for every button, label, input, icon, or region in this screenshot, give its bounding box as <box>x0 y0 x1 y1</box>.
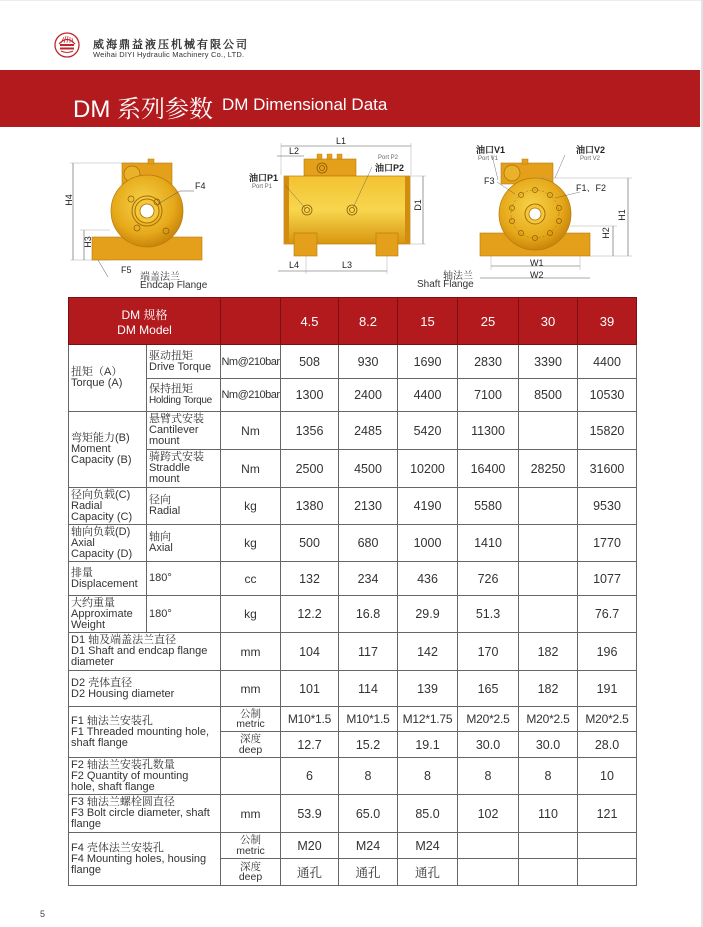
shaft-caption-en: Shaft Flange <box>417 279 474 290</box>
table-row: D1 轴及端盖法兰直径 D1 Shaft and endcap flange diameter mm 104 117 142 170 182 196 <box>69 633 637 671</box>
dim-label-w2: W2 <box>530 270 544 280</box>
port-p1-label-en: Port P1 <box>252 184 273 190</box>
table-row: 骑跨式安装 Straddle mount Nm 2500 4500 10200 16400 28250 31600 <box>69 450 637 488</box>
d2-label: D2 壳体直径 D2 Housing diameter <box>69 671 221 707</box>
holding-torque-label: 保持扭矩 Holding Torque <box>147 379 221 412</box>
model-4-5: 4.5 <box>281 298 339 345</box>
page-title-en: DM Dimensional Data <box>222 95 388 114</box>
table-row: 弯矩能力(B) Moment Capacity (B) 悬臂式安装 Cantilever mount Nm 1356 2485 5420 11300 15820 <box>69 412 637 450</box>
drive-torque-label: 驱动扭矩 Drive Torque <box>147 345 221 379</box>
page-top-edge <box>0 0 703 1</box>
dim-label-f5: F5 <box>121 265 132 275</box>
radial-sub-label: 径向 Radial <box>147 488 221 525</box>
model-39: 39 <box>578 298 637 345</box>
table-row: 径向负载(C) Radial Capacity (C) 径向 Radial kg 1380 2130 4190 5580 9530 <box>69 488 637 525</box>
unit-header <box>221 298 281 345</box>
port-v2-label-en: Port V2 <box>580 156 601 162</box>
axial-sub-label: 轴向 Axial <box>147 525 221 562</box>
page-number: 5 <box>40 909 46 919</box>
f2-label: F2 轴法兰安装孔数量 F2 Quantity of mounting hole, shaft flange <box>69 758 221 795</box>
endcap-caption-en: Endcap Flange <box>140 280 208 291</box>
port-p2-label-en: Port P2 <box>378 155 399 161</box>
model-25: 25 <box>458 298 519 345</box>
axial-group-label: 轴向负载(D) Axial Capacity (D) <box>69 525 147 562</box>
table-row: F4 壳体法兰安装孔 F4 Mounting holes, housing flange 公制 metric M20 M24 M24 <box>69 833 637 859</box>
dim-label-l4: L4 <box>289 260 300 270</box>
dim-label-f3: F3 <box>484 176 495 186</box>
endcap-caption-cn: 端盖法兰 <box>140 272 180 283</box>
table-row: 深度 deep 通孔 通孔 通孔 <box>69 859 637 886</box>
model-8-2: 8.2 <box>339 298 398 345</box>
table-row: 大约重量 Approximate Weight 180° kg 12.2 16.8 29.9 51.3 76.7 <box>69 596 637 633</box>
dim-label-f1-f2: F1、F2 <box>576 183 607 193</box>
model-header: DM 规格 DM Model <box>69 298 221 345</box>
company-logo-icon <box>52 31 82 59</box>
f3-label: F3 轴法兰螺栓圆直径 F3 Bolt circle diameter, shaft flange <box>69 795 221 833</box>
f4-label: F4 壳体法兰安装孔 F4 Mounting holes, housing flange <box>69 833 221 886</box>
table-row: F1 轴法兰安装孔 F1 Threaded mounting hole, shaft flange 公制 metric M10*1.5 M10*1.5 M12*1.75 M20*2.5 M20*2.5 M20*2.5 <box>69 707 637 732</box>
dim-label-f4: F4 <box>195 181 206 191</box>
model-30: 30 <box>519 298 578 345</box>
f1-label: F1 轴法兰安装孔 F1 Threaded mounting hole, shaft flange <box>69 707 221 758</box>
dim-label-h3: H3 <box>82 236 93 248</box>
model-15: 15 <box>398 298 458 345</box>
dim-label-l2: L2 <box>289 146 300 156</box>
d1-label: D1 轴及端盖法兰直径 D1 Shaft and endcap flange diameter <box>69 633 221 671</box>
weight-label: 大约重量 Approximate Weight <box>69 596 147 633</box>
shaft-caption-cn: 轴法兰 <box>443 271 473 282</box>
table-row: 扭矩（A） Torque (A) 驱动扭矩 Drive Torque Nm@210bar 508 930 1690 2830 3390 4400 <box>69 345 637 379</box>
f1-deep-label: 深度 deep <box>221 732 281 758</box>
radial-group-label: 径向负载(C) Radial Capacity (C) <box>69 488 147 525</box>
port-v2-label-cn: 油口V2 <box>576 145 606 155</box>
table-row: 保持扭矩 Holding Torque Nm@210bar 1300 2400 4400 7100 8500 10530 <box>69 379 637 412</box>
dim-label-h1: H1 <box>616 209 627 221</box>
f4-metric-label: 公制 metric <box>221 833 281 859</box>
dim-label-w1: W1 <box>530 258 544 268</box>
table-header-row <box>69 298 637 345</box>
table-row: 轴向负载(D) Axial Capacity (D) 轴向 Axial kg 500 680 1000 1410 1770 <box>69 525 637 562</box>
table-row: F2 轴法兰安装孔数量 F2 Quantity of mounting hole, shaft flange 6 8 8 8 8 10 <box>69 758 637 795</box>
dimension-table <box>68 297 637 886</box>
table-row: 深度 deep 12.7 15.2 19.1 30.0 30.0 28.0 <box>69 732 637 758</box>
port-v1-label-en: Port V1 <box>478 156 499 162</box>
dim-label-h4: H4 <box>63 194 74 206</box>
straddle-label: 骑跨式安装 Straddle mount <box>147 450 221 488</box>
page-title-cn: DM 系列参数 <box>73 96 213 123</box>
dim-label-l1: L1 <box>336 136 347 146</box>
dim-label-d1: D1 <box>412 199 423 211</box>
shaft-flange-diagram <box>470 150 640 280</box>
company-name-cn: 威海鼎益液压机械有限公司 <box>93 39 249 51</box>
table-row: 排量 Displacement 180° cc 132 234 436 726 1077 <box>69 562 637 596</box>
moment-group-label: 弯矩能力(B) Moment Capacity (B) <box>69 412 147 488</box>
port-v1-label-cn: 油口V1 <box>476 145 506 155</box>
port-p1-label-cn: 油口P1 <box>249 173 279 183</box>
f1-metric-label: 公制 metric <box>221 707 281 732</box>
table-row: F3 轴法兰螺栓圆直径 F3 Bolt circle diameter, shaft flange mm 53.9 65.0 85.0 102 110 121 <box>69 795 637 833</box>
company-name-en: Weihai DIYI Hydraulic Machinery Co., LTD. <box>93 50 245 59</box>
f4-deep-label: 深度 deep <box>221 859 281 886</box>
dim-label-l3: L3 <box>342 260 353 270</box>
torque-group-label: 扭矩（A） Torque (A) <box>69 345 147 412</box>
dim-label-h2: H2 <box>600 227 611 239</box>
cantilever-label: 悬臂式安装 Cantilever mount <box>147 412 221 450</box>
displacement-label: 排量 Displacement <box>69 562 147 596</box>
table-row: D2 壳体直径 D2 Housing diameter mm 101 114 139 165 182 191 <box>69 671 637 707</box>
port-p2-label-cn: 油口P2 <box>375 163 405 173</box>
endcap-flange-diagram <box>70 140 220 280</box>
